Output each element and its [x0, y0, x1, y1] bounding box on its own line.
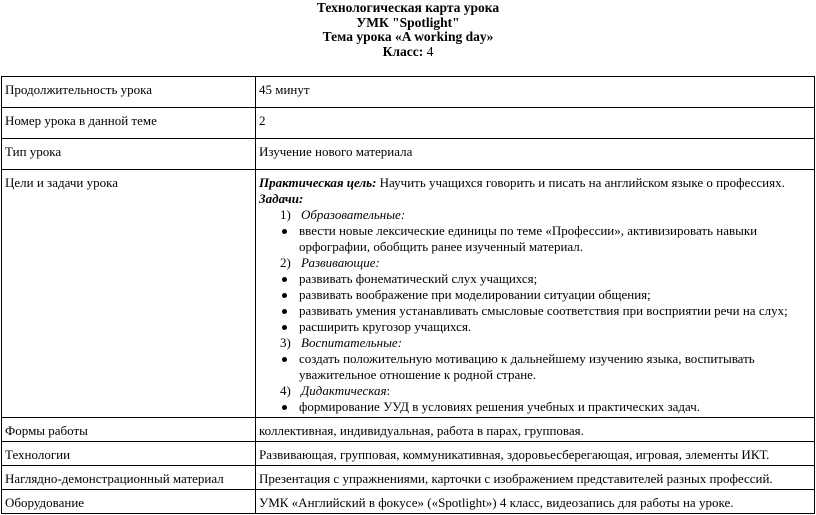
task-section-heading: 1) Образовательные: [280, 207, 406, 222]
table-row [2, 77, 815, 108]
bullet-icon [282, 309, 287, 314]
row-label: Продолжительность урока [2, 77, 256, 108]
topic-line: Тема урока «A working day» [322, 29, 494, 44]
list-item: создать положительную мотивацию к дальнейшему изучению языка, воспитывать уважительное отношение к родной стране. [259, 351, 811, 383]
row-value: коллективная, индивидуальная, работа в парах, групповая. [256, 418, 815, 442]
list-item: формирование УУД в условиях решения учебных и практических задач. [259, 399, 811, 415]
row-value: 45 минут [256, 77, 815, 108]
lesson-plan-table [1, 76, 815, 514]
row-value: УМК «Английский в фокусе» («Spotlight») 4 класс, видеозапись для работы на уроке. [256, 490, 815, 514]
table-row [2, 490, 815, 514]
bullet-icon [282, 405, 287, 410]
row-value: 2 [256, 108, 815, 139]
row-label: Цели и задачи урока [2, 170, 256, 418]
list-item: развивать умения устанавливать смысловые соответствия при восприятии речи на слух; [259, 303, 811, 319]
bullet-icon [282, 357, 287, 362]
document-title: Технологическая карта урока [316, 0, 500, 15]
row-label: Технологии [2, 442, 256, 466]
practical-goal-text: Научить учащихся говорить и писать на английском языке о профессиях. [376, 175, 785, 190]
bullet-icon [282, 325, 287, 330]
practical-goal [259, 175, 811, 191]
table-row [2, 108, 815, 139]
row-label: Формы работы [2, 418, 256, 442]
document-header [0, 1, 816, 59]
table-row-goals [2, 170, 815, 418]
list-item: расширить кругозор учащихся. [259, 319, 811, 335]
list-item: развивать воображение при моделировании ситуации общения; [259, 287, 811, 303]
table-row [2, 442, 815, 466]
row-value: Изучение нового материала [256, 139, 815, 170]
umk-line: УМК "Spotlight" [356, 14, 460, 30]
task-section-heading: 3) Воспитательные: [280, 335, 403, 350]
task-section-heading: 2) Развивающие: [280, 255, 380, 270]
row-label: Оборудование [2, 490, 256, 514]
practical-goal-label: Практическая цель: [259, 175, 377, 190]
row-value: Развивающая, групповая, коммуникативная, здоровьесберегающая, игровая, элементы ИКТ. [256, 442, 815, 466]
bullet-icon [282, 277, 287, 282]
class-value: 4 [426, 43, 434, 59]
list-item: развивать фонематический слух учащихся; [259, 271, 811, 287]
row-label: Наглядно-демонстрационный материал [2, 466, 256, 490]
class-line [0, 45, 816, 60]
tasks-heading: Задачи: [259, 191, 304, 206]
goals-content [256, 170, 815, 418]
row-value: Презентация с упражнениями, карточки с изображением представителей разных профессий. [256, 466, 815, 490]
table-row [2, 466, 815, 490]
table-row [2, 418, 815, 442]
bullet-icon [282, 293, 287, 298]
row-label: Номер урока в данной теме [2, 108, 256, 139]
bullet-icon [282, 229, 287, 234]
row-label: Тип урока [2, 139, 256, 170]
class-label: Класс: [382, 43, 424, 59]
list-item: ввести новые лексические единицы по теме «Профессии», активизировать навыки орфографии, обобщить ранее изученный материал. [259, 223, 811, 255]
table-row [2, 139, 815, 170]
task-section-heading: 4) Дидактическая: [280, 383, 391, 398]
